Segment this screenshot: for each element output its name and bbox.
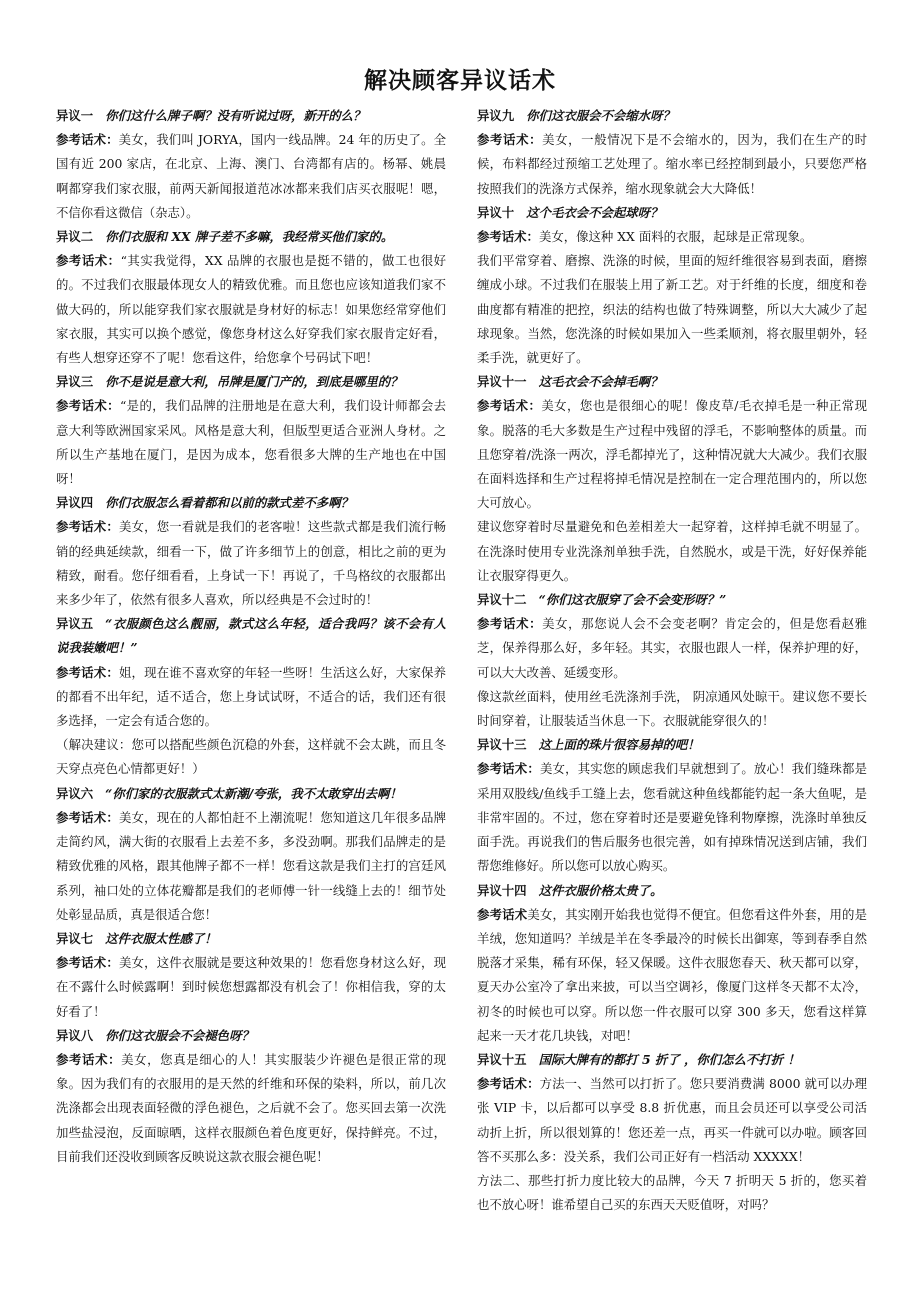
answer-text: 方法一、当然可以打折了。您只要消费满 8000 就可以办理张 VIP 卡，以后都可以享受 8.8 折优惠，而且会员还可以享受公司活动折上折，所以很划算的！您还差一点，再买一件就可以办啦。顾客回答不买那么多：没关系，我们公司正好有一档活动 XXXXX！ xyxy=(477,1076,868,1164)
objection-heading xyxy=(56,491,446,515)
right-column xyxy=(477,104,867,1217)
reference-answer xyxy=(56,661,446,734)
extra-paragraph: 方法二、那些打折力度比较大的品牌，今天 7 折明天 5 折的，您买着也不放心呀！谁希望自己买的东西天天贬值呀，对吗？ xyxy=(477,1172,867,1213)
answer-label: 参考话术： xyxy=(56,519,119,535)
reference-answer xyxy=(56,128,446,225)
answer-label: 参考话术： xyxy=(56,398,120,414)
answer-label: 参考话术： xyxy=(56,664,119,680)
reference-answer xyxy=(477,612,867,685)
objection-heading xyxy=(56,225,446,249)
reference-answer xyxy=(56,951,446,1024)
answer-label: 参考话术： xyxy=(56,955,119,971)
objection-number: 异议二 xyxy=(56,229,94,245)
reference-answer xyxy=(56,515,446,612)
reference-answer xyxy=(56,394,446,491)
objection-number: 异议四 xyxy=(56,495,94,511)
objection-heading xyxy=(56,782,446,806)
left-column xyxy=(56,104,446,1169)
reference-answer xyxy=(477,225,867,249)
extra-paragraph: 像这款丝面料，使用丝毛洗涤剂手洗， 阴凉通风处晾干。建议您不要长时间穿着，让服装适当休息一下。衣服就能穿很久的！ xyxy=(477,688,867,729)
objection-heading xyxy=(56,612,446,660)
objection-heading xyxy=(477,370,867,394)
objection-heading xyxy=(56,1024,446,1048)
objection-text: 你不是说是意大利，吊牌是厦门产的，到底是哪里的？ xyxy=(105,374,403,390)
objection-text: 这上面的珠片很容易掉的吧！ xyxy=(538,737,700,753)
answer-label: 参考话术： xyxy=(477,229,539,245)
objection-number: 异议十 xyxy=(477,204,515,220)
answer-label: 参考话术： xyxy=(477,616,543,632)
objection-heading xyxy=(56,104,446,128)
reference-answer xyxy=(56,1048,446,1169)
answer-text: “是的，我们品牌的注册地是在意大利，我们设计师都会去意大利等欧洲国家采风。风格是意大利，但版型更适合亚洲人身材。之所以生产基地在厦门，是因为成本，您看很多大牌的生产地也在中国呀！ xyxy=(56,398,447,487)
answer-label: 参考话术： xyxy=(56,809,119,825)
objection-number: 异议十四 xyxy=(477,882,527,898)
objection-heading xyxy=(477,733,867,757)
objection-number: 异议八 xyxy=(56,1027,94,1043)
objection-number: 异议九 xyxy=(477,108,515,123)
answer-text: 美女，其实刚开始我也觉得不便宜。但您看这件外套，用的是羊绒，您知道吗？羊绒是羊在冬季最冷的时候长出御寒，等到春季自然脱落才采集，稀有环保，轻又保暖。这件衣服您春天、秋天都可以穿，夏天办公室冷了拿出来披，可以当空调衫，像厦门这样冬天都不太冷，初冬的时候也可以穿。所以您一件衣服可以穿 300 多天，您看这样算起来一天才花几块钱，对吧！ xyxy=(477,906,868,1043)
answer-text: 美女，像这种 XX 面料的衣服，起球是正常现象。 xyxy=(538,229,813,245)
objection-heading xyxy=(477,1048,867,1072)
objection-text: 你们这衣服会不会褪色呀？ xyxy=(105,1027,254,1043)
objection-heading xyxy=(477,104,867,128)
reference-answer xyxy=(477,1072,867,1169)
answer-label: 参考话术： xyxy=(477,761,540,777)
objection-number: 异议七 xyxy=(56,930,94,946)
answer-text: 姐，现在谁不喜欢穿的年轻一些呀！生活这么好，大家保养的都看不出年纪，适不适合，您上身试试呀，不适合的话，我们还有很多选择，一定会有适合您的。 xyxy=(56,664,447,729)
objection-text: 你们衣服怎么看着都和以前的款式差不多啊？ xyxy=(105,495,353,511)
objection-number: 异议十二 xyxy=(477,592,527,608)
objection-text: 你们这衣服会不会缩水呀？ xyxy=(526,108,675,123)
answer-text: 美女，您真是细心的人！其实服装少许褪色是很正常的现象。因为我们有的衣服用的是天然的纤维和环保的染料，所以，前几次洗涤都会出现表面轻微的浮色褪色，之后就不会了。您买回去第一次洗加些盐浸泡，反面晾晒，这样衣服颜色着色度更好，保持鲜亮。不过，目前我们还没收到顾客反映说这款衣服会褪色呢！ xyxy=(56,1051,447,1164)
answer-text: 美女，我们叫 JORYA，国内一线品牌。24 年的历史了。全国有近 200 家店，在北京、上海、澳门、台湾都有店的。杨幂、姚晨啊都穿我们家衣服，前两天新闻报道范冰冰都来我们店买衣服呢！嗯，不信你看这微信（杂志）。 xyxy=(56,132,447,220)
answer-label: 参考话术： xyxy=(56,1051,122,1067)
answer-text: 美女，您一看就是我们的老客啦！这些款式都是我们流行畅销的经典延续款，细看一下，做了许多细节上的创意，相比之前的更为精致，耐看。您仔细看看，上身试一下！再说了，千鸟格纹的衣服都出来多少年了，依然有很多人喜欢，所以经典是不会过时的！ xyxy=(56,519,447,608)
objection-heading xyxy=(56,927,446,951)
answer-text: 美女，您也是很细心的呢！像皮草/毛衣掉毛是一种正常现象。脱落的毛大多数是生产过程中残留的浮毛，不影响整体的质量。而且您穿着/洗涤一两次，浮毛都掉光了，这种情况就大大减少。我们衣服在面料选择和生产过程将掉毛情况是控制在一定合理范围内的，所以您大可放心。 xyxy=(477,398,867,511)
objection-heading xyxy=(56,370,446,394)
answer-text: 美女，这件衣服就是要这种效果的！您看您身材这么好，现在不露什么时候露啊！到时候您想露都没有机会了！你相信我，穿的太好看了！ xyxy=(56,955,447,1019)
objection-text: 你们衣服和 XX 牌子差不多嘛，我经常买他们家的。 xyxy=(105,229,394,245)
answer-label: 参考话术： xyxy=(56,132,119,148)
answer-label: 参考话术： xyxy=(477,132,543,148)
objection-heading xyxy=(477,879,867,903)
objection-heading xyxy=(477,201,867,225)
answer-label: 参考话术 xyxy=(477,906,528,922)
reference-answer xyxy=(477,128,867,201)
objection-text: 这件衣服太性感了！ xyxy=(105,930,217,946)
objection-number: 异议十三 xyxy=(477,737,527,753)
objection-heading xyxy=(477,588,867,612)
objection-text: 你们这什么牌子啊？没有听说过呀，新开的么？ xyxy=(105,108,366,123)
objection-number: 异议一 xyxy=(56,108,94,123)
objection-number: 异议十五 xyxy=(477,1051,527,1067)
answer-label: 参考话术： xyxy=(56,253,121,269)
answer-label: 参考话术： xyxy=(477,1076,540,1092)
extra-paragraph: 我们平常穿着、磨擦、洗涤的时候，里面的短纤维很容易到表面，磨擦缠成小球。不过我们在服装上用了新工艺。对于纤维的长度，细度和卷曲度都有精准的把控，织法的结构也做了特殊调整，所以大大减少了起球现象。当然，您洗涤的时候如果加入一些柔顺剂，将衣服里朝外，轻柔手洗，就更好了。 xyxy=(477,253,867,366)
objection-text: 这个毛衣会不会起球呀？ xyxy=(526,204,663,220)
reference-answer xyxy=(56,249,446,370)
answer-text: 美女，一般情况下是不会缩水的，因为，我们在生产的时候，布料都经过预缩工艺处理了。缩水率已经控制到最小，只要您严格按照我们的洗涤方式保养，缩水现象就会大大降低！ xyxy=(477,132,868,196)
objection-text: 国际大牌有的都打 5 折了 ，你们怎么不打折 ！ xyxy=(538,1051,800,1067)
objection-number: 异议三 xyxy=(56,374,94,390)
extra-paragraph: 建议您穿着时尽量避免和色差相差大一起穿着，这样掉毛就不明显了。在洗涤时使用专业洗涤剂单独手洗，自然脱水，或是干洗，好好保养能让衣服穿得更久。 xyxy=(477,519,867,583)
answer-text: “其实我觉得，XX 品牌的衣服也是挺不错的，做工也很好的。不过我们衣服最体现女人的精致优雅。而且您也应该知道我们家不做大码的，所以能穿我们家衣服就是身材好的标志！如果您经常穿他们家衣服，其实可以换个感觉，像您身材这么好穿我们家衣服肯定好看，有些人想穿还穿不了呢！您看这件，给您拿个号码试下吧！ xyxy=(56,253,447,366)
reference-answer xyxy=(477,903,867,1048)
reference-answer xyxy=(477,394,867,515)
objection-text: “你们家的衣服款式太新潮/夸张，我不太敢穿出去啊！ xyxy=(105,785,402,801)
objection-text: “衣服颜色这么靓丽，款式这么年轻，适合我吗？该不会有人说我装嫩吧！” xyxy=(56,616,446,656)
objection-text: 这件衣服价格太贵了。 xyxy=(538,882,663,898)
reference-answer xyxy=(56,806,446,927)
objection-text: 这毛衣会不会掉毛啊？ xyxy=(538,374,663,390)
answer-text: 美女，那您说人会不会变老啊？肯定会的，但是您看赵雅芝，保养得那么好，多年轻。其实，衣服也跟人一样，保养护理的好，可以大大改善、延缓变形。 xyxy=(477,616,868,680)
reference-answer xyxy=(477,757,867,878)
answer-label: 参考话术： xyxy=(477,398,542,414)
objection-number: 异议五 xyxy=(56,616,94,632)
page-title: 解决顾客异议话术 xyxy=(364,68,556,94)
answer-text: 美女，现在的人都怕赶不上潮流呢！您知道这几年很多品牌走简约风，满大街的衣服看上去差不多，多没劲啊。那我们品牌走的是精致优雅的风格，跟其他牌子都不一样！您看这款是我们主打的宫廷风系列，袖口处的立体花瓣都是我们的老师傅一针一线缝上去的！细节处处彰显品质，真是很适合您！ xyxy=(56,809,447,922)
objection-number: 异议十一 xyxy=(477,374,527,390)
objection-number: 异议六 xyxy=(56,785,94,801)
objection-text: “你们这衣服穿了会不会变形呀？” xyxy=(538,592,727,608)
extra-paragraph: （解决建议：您可以搭配些颜色沉稳的外套，这样就不会太跳，而且冬天穿点亮色心情都更好！） xyxy=(56,737,446,777)
answer-text: 美女，其实您的顾虑我们早就想到了。放心！我们缝珠都是采用双股线/鱼线手工缝上去，您看就这种鱼线都能钓起一条大鱼呢，是非常牢固的。不过，您在穿着时还是要避免锋利物摩擦，洗涤时单独反面手洗。再说我们的售后服务也很完善，如有掉珠情况送到店铺，我们帮您维修好。所以您可以放心购买。 xyxy=(477,761,868,874)
